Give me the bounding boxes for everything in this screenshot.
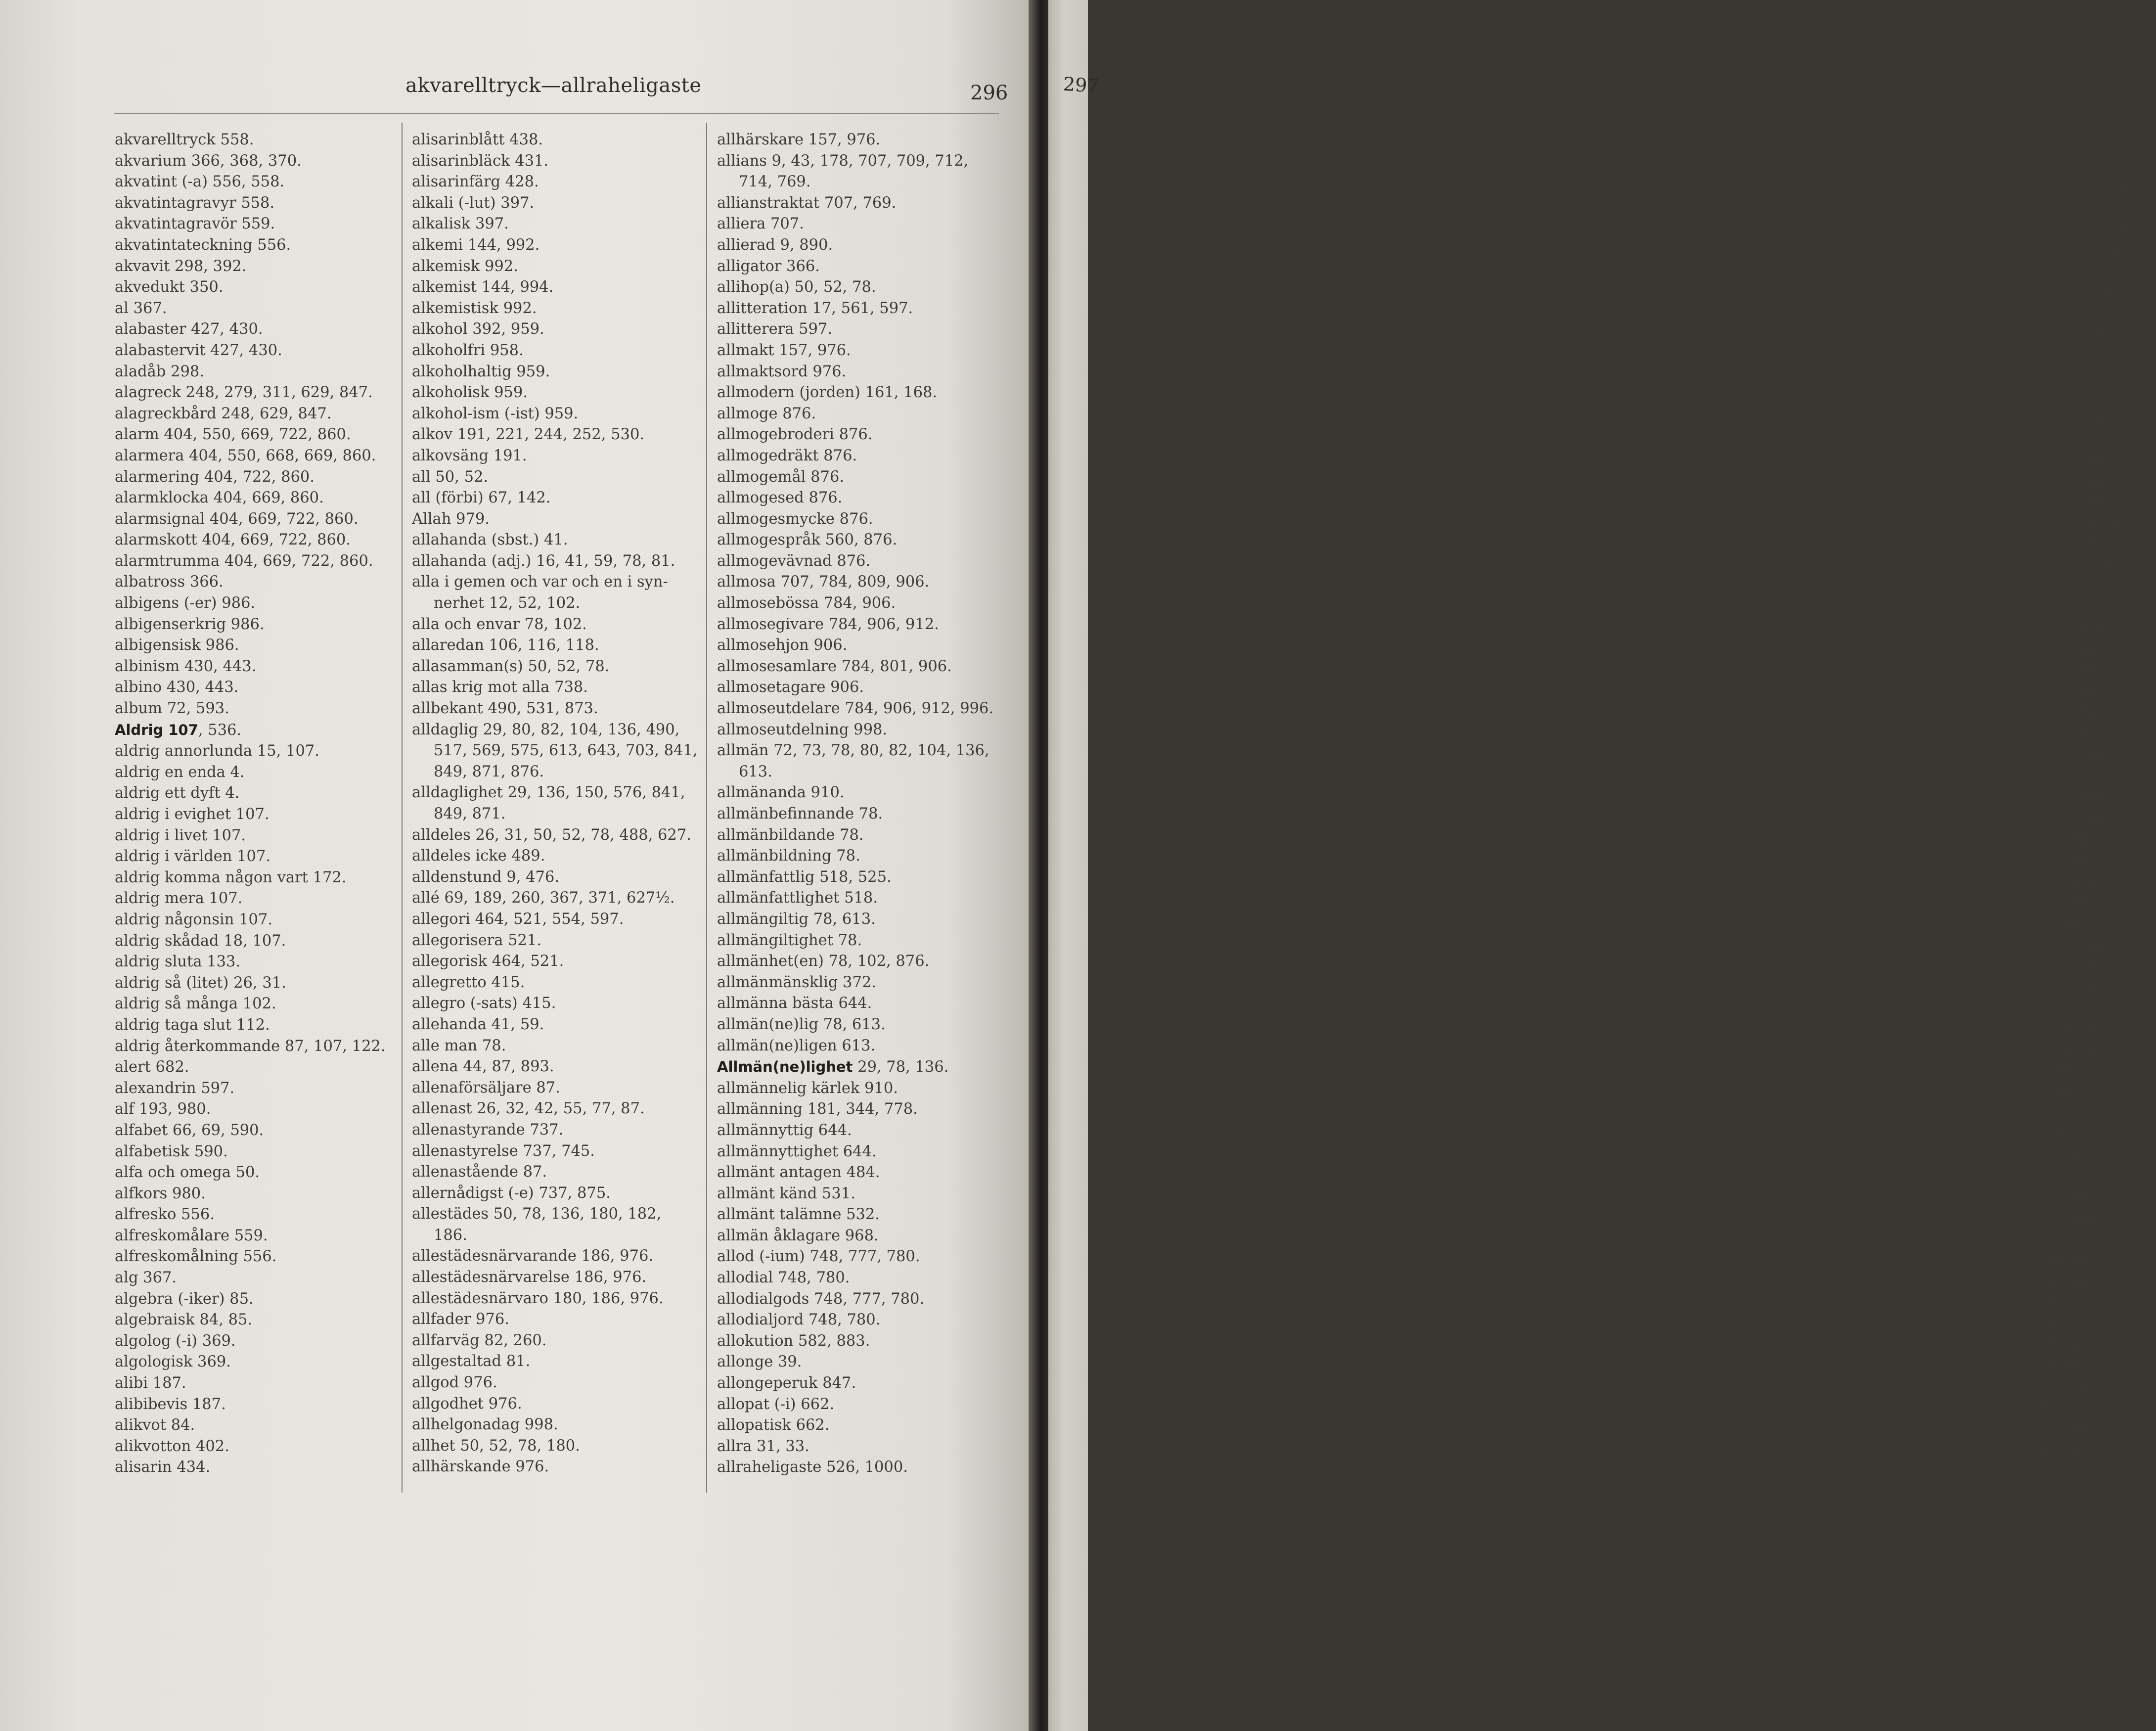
index-entry: alliera 707. (717, 215, 804, 233)
facing-page-fragment: alltet (2086, 496, 2111, 508)
index-entry: alagreckbård 248, 629, 847. (115, 405, 332, 422)
index-entry: albigenserkrig 986. (115, 615, 265, 633)
index-entry: allenaförsäljare 87. (412, 1079, 560, 1096)
index-entry: alisarinfärg 428. (412, 173, 539, 191)
index-entry: allé 69, 189, 260, 367, 371, 627½. (412, 889, 675, 907)
index-entry: allonge 39. (717, 1353, 802, 1371)
index-entry: allenastående 87. (412, 1163, 547, 1181)
index-entry: allehanda 41, 59. (412, 1015, 544, 1033)
index-entry: allmosegivare 784, 906, 912. (717, 615, 939, 633)
index-entry: allmänt känd 531. (717, 1184, 855, 1202)
index-entry: aladåb 298. (115, 363, 204, 380)
index-entry: allfarväg 82, 260. (412, 1331, 547, 1349)
index-entry: allestädesnärvarelse 186, 976. (412, 1269, 647, 1286)
index-entry: allmängiltig 78, 613. (717, 910, 876, 928)
index-entry: allegretto 415. (412, 973, 525, 991)
index-entry: allra 31, 33. (717, 1437, 809, 1455)
index-entry: alldenstund 9, 476. (412, 868, 560, 886)
facing-page-fragment: allsvä (2091, 391, 2119, 404)
index-entry: alarmering 404, 722, 860. (115, 468, 314, 486)
page-number: 296 (970, 82, 1008, 104)
index-entry: allmakt 157, 976. (717, 341, 851, 359)
index-entry (115, 720, 399, 741)
index-entry: allahanda (adj.) 16, 41, 59, 78, 81. (412, 552, 675, 570)
facing-page-fragment: alls i (2097, 285, 2120, 298)
index-entry: allestädesnärvaro 180, 186, 976. (412, 1289, 664, 1307)
index-entry: alkovsäng 191. (412, 447, 527, 464)
facing-page-fragment: alltid d (2076, 685, 2110, 698)
index-entry: alarmklocka 404, 669, 860. (115, 489, 324, 507)
index-entry: allmänbefinnande 78. (717, 805, 883, 822)
index-entry: alfabetisk 590. (115, 1142, 228, 1160)
index-entry: alkoholisk 959. (412, 384, 528, 402)
facing-page-fragment: allt bä (2090, 411, 2121, 425)
index-entry: allhelgonadag 998. (412, 1416, 558, 1434)
index-entry: albino 430, 443. (115, 679, 239, 696)
facing-page-fragment: allt mir (2066, 874, 2102, 888)
index-entry: aldrig ett dyft 4. (115, 784, 240, 802)
index-entry: alisarinbläck 431. (412, 152, 549, 170)
index-entry: alle man 78. (412, 1037, 506, 1054)
index-entry: allokution 582, 883. (717, 1332, 870, 1350)
facing-page-edge (1048, 0, 2129, 1731)
index-entry: albigensisk 986. (115, 637, 239, 654)
index-entry: allmogedräkt 876. (717, 447, 857, 464)
facing-page-fragment: alltsamm (2062, 958, 2106, 972)
index-entry: allenastyrande 737. (412, 1121, 564, 1139)
index-entry: alikvotton 402. (115, 1437, 229, 1455)
index-entry: allmosebössa 784, 906. (717, 594, 896, 612)
index-entry: alert 682. (115, 1058, 189, 1076)
index-entry: allegorisk 464, 521. (412, 953, 564, 970)
index-entry: algolog (-i) 369. (115, 1332, 236, 1350)
index-entry: alldaglig 29, 80, 82, 104, 136, 490, (412, 721, 680, 738)
index-entry: alarmera 404, 550, 668, 669, 860. (115, 447, 376, 464)
index-entry: algologisk 369. (115, 1353, 231, 1371)
facing-page-fragment: alltmer (2067, 854, 2103, 866)
index-entry: allmosa 707, 784, 809, 906. (717, 573, 930, 591)
index-entry: aldrig i världen 107. (115, 848, 271, 866)
facing-page-fragment: 821. (2038, 1401, 2060, 1413)
index-entry-pages: 29, 78, 136. (853, 1058, 949, 1076)
index-entry: aldrig skådad 18, 107. (115, 932, 286, 950)
index-entry: allegori 464, 521, 554, 597. (412, 910, 624, 928)
facing-page-fragment: alltså 8, (2056, 1064, 2095, 1077)
facing-page-fragment: alls i (2101, 201, 2125, 214)
index-entry: allmän 72, 73, 78, 80, 82, 104, 136, (717, 742, 989, 760)
index-entry: alkoholfri 958. (412, 341, 524, 359)
index-entry: alexandrin 597. (115, 1079, 235, 1097)
index-entry: akvedukt 350. (115, 278, 224, 296)
index-headword-bold: Aldrig 107 (115, 721, 198, 738)
index-entry: allmosetagare 906. (717, 679, 864, 696)
index-entry: akvavit 298, 392. (115, 257, 247, 275)
index-entry: alkemistisk 992. (412, 299, 537, 317)
facing-page-fragment: allt för (2083, 538, 2116, 551)
index-entry: albatross 366. (115, 573, 224, 591)
index-entry: allodialgods 748, 777, 780. (717, 1290, 925, 1308)
index-entry: aldrig någonsin 107. (115, 911, 273, 928)
index-entry: 849, 871. (434, 805, 506, 822)
facing-page-fragment: allteft (2089, 433, 2118, 446)
index-entry: allopatisk 662. (717, 1416, 830, 1434)
facing-page-fragment: allvarsaml (2037, 1421, 2088, 1435)
book-spine (1029, 0, 1048, 1731)
index-entry: aldrig komma någon vart 172. (115, 868, 347, 886)
column-divider (706, 123, 707, 1493)
facing-page-fragment: allt sam (2059, 1001, 2098, 1014)
index-entry: 613. (739, 763, 772, 780)
index-entry: akvatintagravyr 558. (115, 194, 275, 212)
index-entry: alarm 404, 550, 669, 722, 860. (115, 426, 351, 444)
index-entry: allmosehjon 906. (717, 637, 848, 654)
index-entry: akvatintagravör 559. (115, 215, 275, 233)
index-column-3 (717, 130, 1016, 1478)
index-entry: 517, 569, 575, 613, 643, 703, 841, (434, 742, 698, 760)
facing-page-fragment: allt ef (2088, 454, 2116, 466)
index-entry: aldrig sluta 133. (115, 953, 241, 971)
index-entry: allegro (-sats) 415. (412, 995, 556, 1012)
index-entry: allmänfattlighet 518. (717, 889, 878, 907)
index-entry: allmänna bästa 644. (717, 995, 872, 1012)
facing-page-fragment: alltsedan (2058, 1022, 2103, 1036)
index-entry: algebra (-iker) 85. (115, 1290, 254, 1308)
index-entry: allmännyttighet 644. (717, 1142, 877, 1160)
facing-page-fragment: allsid (2100, 223, 2126, 235)
facing-page-fragment: allvarligen (2041, 1359, 2092, 1372)
index-headword-bold: Allmän(ne)lighet (717, 1058, 853, 1076)
index-entry: allraheligaste 526, 1000. (717, 1458, 908, 1476)
index-entry: allgod 976. (412, 1374, 497, 1392)
index-entry: allfader 976. (412, 1311, 509, 1328)
index-entry: allhärskande 976. (412, 1458, 549, 1476)
index-entry: allmogesed 876. (717, 489, 843, 507)
index-entry: allmogesmycke 876. (717, 510, 873, 528)
facing-page-fragment: allusionsv (2048, 1211, 2097, 1225)
index-entry: allmänmänsklig 372. (717, 973, 876, 991)
index-entry: alabastervit 427, 430. (115, 341, 282, 359)
index-entry: alarmsignal 404, 669, 722, 860. (115, 510, 359, 528)
index-entry: nerhet 12, 52, 102. (434, 594, 581, 612)
index-entry: allmoseutdelning 998. (717, 721, 888, 738)
index-entry: alkohol 392, 959. (412, 320, 544, 338)
index-entry: allierad 9, 890. (717, 236, 833, 254)
index-entry: alarmskott 404, 669, 722, 860. (115, 531, 351, 549)
facing-page-fragment: allsvå (2092, 369, 2121, 382)
facing-page-fragment: allvar 1, (2044, 1295, 2084, 1309)
index-entry: aldrig en enda 4. (115, 763, 245, 781)
facing-page-fragment: allt ha (2080, 601, 2111, 614)
facing-page-fragment: allvarsam (2039, 1379, 2087, 1393)
facing-page-fragment: allse (2104, 159, 2126, 172)
index-entry: aldrig i livet 107. (115, 826, 246, 844)
index-entry: allena 44, 87, 893. (412, 1058, 554, 1076)
facing-page-fragment: allt väl (2052, 1148, 2085, 1161)
index-entry: allmänhet(en) 78, 102, 876. (717, 953, 930, 970)
index-entry: aldrig mera 107. (115, 890, 243, 908)
index-entry: allmänning 181, 344, 778. (717, 1100, 918, 1118)
index-entry: allmogebroderi 876. (717, 426, 873, 444)
facing-page-fragment: alls i (2098, 265, 2121, 277)
index-entry: al 367. (115, 299, 167, 317)
facing-page-fragment: allvarsam (2036, 1443, 2083, 1457)
index-entry: alldeles icke 489. (412, 847, 545, 865)
facing-page-fragment: allt vad (2054, 1106, 2090, 1119)
index-entry: alg 367. (115, 1269, 177, 1287)
index-entry: akvatintateckning 556. (115, 236, 291, 254)
facing-page-fragment: alluvialpe (2045, 1274, 2092, 1288)
index-entry: alfa och omega 50. (115, 1164, 260, 1182)
facing-page-fragments (2036, 134, 2156, 1461)
index-entry: allihop(a) 50, 52, 78. (717, 278, 876, 296)
index-entry: alibi 187. (115, 1374, 186, 1392)
index-entry: alibibevis 187. (115, 1395, 226, 1413)
facing-page-fragment: alluvialbi (2046, 1253, 2091, 1267)
index-entry: algebraisk 84, 85. (115, 1311, 253, 1329)
facing-page-fragment: allomfa (2064, 916, 2100, 930)
index-entry: allmän(ne)lig 78, 613. (717, 1015, 886, 1033)
facing-page-fragment: allvarlig 3 (2042, 1337, 2091, 1351)
facing-page-fragment: alltintill (2069, 812, 2108, 825)
index-entry: allas krig mot alla 738. (412, 679, 588, 696)
index-entry: allenastyrelse 737, 745. (412, 1142, 595, 1160)
facing-page-fragment: alltnog (2065, 896, 2099, 909)
facing-page-fragment: allsbi (2102, 181, 2129, 193)
index-entry: all 50, 52. (412, 468, 489, 486)
index-entry: alkalisk 397. (412, 215, 509, 233)
facing-page-fragment: alltid l (2077, 664, 2109, 677)
index-entry: alagreck 248, 279, 311, 629, 847. (115, 384, 373, 402)
index-entry: aldrig i evighet 107. (115, 806, 270, 823)
index-entry: alikvot 84. (115, 1416, 195, 1434)
facing-page-fragment: allt vad (2053, 1127, 2089, 1140)
index-entry: 714, 769. (739, 173, 811, 191)
index-entry: alkali (-lut) 397. (412, 194, 535, 212)
index-entry-pages: , 536. (198, 721, 242, 739)
book-page (0, 0, 1029, 1731)
index-entry: allmännyttig 644. (717, 1121, 852, 1139)
index-entry: allernådigst (-e) 737, 875. (412, 1184, 611, 1202)
index-entry: allmänbildning 78. (717, 847, 860, 865)
index-entry: allod (-ium) 748, 777, 780. (717, 1248, 920, 1266)
index-entry: alla i gemen och var och en i syn- (412, 573, 668, 591)
index-entry: allgodhet 976. (412, 1395, 522, 1412)
index-entry: aldrig så många 102. (115, 995, 276, 1013)
facing-page-fragment: alltigen (2072, 748, 2110, 762)
facing-page-fragment: allvar (oc (2043, 1316, 2088, 1330)
index-entry: alisarinblått 438. (412, 131, 543, 148)
index-entry: allmaktsord 976. (717, 363, 847, 380)
index-entry: alfreskomålning 556. (115, 1248, 277, 1266)
index-entry: allhärskare 157, 976. (717, 131, 881, 148)
facing-page-fragment: allt i a (2078, 643, 2109, 656)
index-entry: alkov 191, 221, 244, 252, 530. (412, 426, 645, 444)
index-entry: allmoseutdelare 784, 906, 912, 996. (717, 700, 994, 718)
index-entry: alisarin 434. (115, 1458, 211, 1476)
index-entry: allmänfattlig 518, 525. (717, 868, 892, 886)
index-entry: alkohol-ism (-ist) 959. (412, 405, 579, 422)
index-entry: allmoge 876. (717, 405, 816, 422)
facing-page-fragment: alludera (2051, 1169, 2091, 1183)
index-entry: alligator 366. (717, 257, 820, 275)
index-entry: alfabet 66, 69, 590. (115, 1121, 264, 1139)
index-entry: allmodern (jorden) 161, 168. (717, 384, 938, 402)
facing-page-number: 297 (1062, 73, 1100, 97)
index-entry: alabaster 427, 430. (115, 320, 263, 338)
index-entry: allopat (-i) 662. (717, 1395, 835, 1413)
index-entry: albigens (-er) 986. (115, 594, 256, 612)
facing-page-fragment: allt slag (2057, 1043, 2096, 1056)
facing-page-fragment: alltem (2087, 475, 2118, 488)
index-entry: aldrig annorlunda 15, 107. (115, 742, 319, 760)
index-entry: allmogemål 876. (717, 468, 845, 486)
facing-page-fragment: allt ho (2079, 622, 2110, 635)
facing-page-fragment: alltifrå (2073, 727, 2107, 740)
index-entry: allestädesnärvarande 186, 976. (412, 1247, 654, 1265)
facing-page-fragment: allt frä (2082, 559, 2115, 572)
index-entry: allodialjord 748, 780. (717, 1311, 881, 1329)
index-entry: alkemi 144, 992. (412, 236, 540, 254)
header-rule (114, 113, 999, 114)
index-entry: Allah 979. (412, 510, 490, 528)
index-entry: allmän(ne)ligen 613. (717, 1037, 876, 1054)
facing-page-fragment: allting (2070, 790, 2102, 803)
index-entry: allmogespråk 560, 876. (717, 531, 898, 549)
index-entry: allgestaltad 81. (412, 1353, 531, 1370)
index-entry: akvarelltryck 558. (115, 131, 254, 148)
facing-page-fragment: alltsam (2061, 980, 2096, 993)
index-entry: alkemist 144, 994. (412, 278, 554, 296)
index-entry: allmänt antagen 484. (717, 1164, 880, 1182)
index-entry (717, 1056, 1016, 1078)
index-column-2 (412, 130, 696, 1478)
index-entry: alldaglighet 29, 136, 150, 576, 841, (412, 784, 685, 802)
index-entry: allongeperuk 847. (717, 1374, 856, 1392)
index-entry: allmänt talämne 532. (717, 1206, 880, 1224)
index-entry: album 72, 593. (115, 700, 229, 718)
index-entry: allodial 748, 780. (717, 1269, 850, 1287)
index-entry: allenast 26, 32, 42, 55, 77, 87. (412, 1100, 645, 1118)
index-entry: aldrig så (litet) 26, 31. (115, 974, 286, 992)
index-entry: allmännelig kärlek 910. (717, 1079, 898, 1097)
facing-page-fragment: alltredar (2063, 938, 2105, 951)
index-entry: aldrig taga slut 112. (115, 1016, 270, 1034)
index-entry: akvarium 366, 368, 370. (115, 152, 302, 170)
facing-page-fragment: allrä (2105, 138, 2127, 151)
index-entry: alfkors 980. (115, 1184, 206, 1202)
index-entry: allmängiltighet 78. (717, 931, 862, 949)
index-entry: allaredan 106, 116, 118. (412, 637, 599, 654)
index-entry: allmänanda 910. (717, 784, 845, 802)
facing-page-fragment: allt vad (2055, 1085, 2091, 1098)
index-entry: alarmtrumma 404, 669, 722, 860. (115, 552, 373, 570)
running-head: akvarelltryck—allraheligaste (405, 74, 702, 97)
index-entry: albinism 430, 443. (115, 657, 257, 675)
facing-page-fragment: allsmi (2095, 327, 2124, 340)
facing-page-fragment: allusion (2049, 1190, 2088, 1203)
facing-page-fragment: alluvial 3 (2047, 1232, 2092, 1246)
index-entry: alla och envar 78, 102. (412, 615, 587, 633)
index-entry: allasamman(s) 50, 52, 78. (412, 657, 610, 675)
index-entry: allmän åklagare 968. (717, 1227, 879, 1244)
index-entry: alfresko 556. (115, 1206, 215, 1224)
index-entry: allitteration 17, 561, 597. (717, 299, 913, 317)
index-entry: allestädes 50, 78, 136, 180, 182, (412, 1205, 662, 1223)
index-entry: allmogevävnad 876. (717, 552, 871, 570)
index-entry: allianstraktat 707, 769. (717, 194, 897, 212)
index-entry: allhet 50, 52, 78, 180. (412, 1437, 580, 1455)
index-entry: allmosesamlare 784, 801, 906. (717, 657, 952, 675)
facing-page-fragment: alltfort (2085, 517, 2118, 530)
index-entry: 849, 871, 876. (434, 763, 544, 780)
index-entry: all (förbi) 67, 142. (412, 489, 551, 507)
index-entry: allahanda (sbst.) 41. (412, 531, 568, 549)
index-entry: alldeles 26, 31, 50, 52, 78, 488, 627. (412, 826, 691, 844)
facing-page-fragment: alltför (2081, 580, 2111, 593)
index-entry: allians 9, 43, 178, 707, 709, 712, (717, 152, 969, 170)
index-entry: allegorisera 521. (412, 931, 542, 949)
index-entry: allitterera 597. (717, 320, 833, 338)
facing-page-fragment: allskö (2096, 307, 2124, 319)
index-entry: aldrig återkommande 87, 107, 122. (115, 1037, 386, 1055)
index-entry: akvatint (-a) 556, 558. (115, 173, 285, 191)
facing-page-fragment: allsid (2099, 243, 2125, 256)
facing-page-fragment: alltid n (2075, 706, 2109, 719)
index-entry: alfreskomålare 559. (115, 1227, 268, 1244)
index-column-1 (115, 130, 399, 1478)
index-entry: allbekant 490, 531, 873. (412, 700, 598, 718)
index-entry: 186. (434, 1226, 467, 1244)
facing-page-fragment: allthop (2071, 770, 2106, 782)
index-entry: alf 193, 980. (115, 1100, 211, 1118)
column-divider (402, 123, 403, 1493)
index-entry: alkoholhaltig 959. (412, 363, 550, 380)
facing-page-fragment: alls o (2094, 349, 2119, 361)
index-entry: allmänbildande 78. (717, 826, 864, 844)
facing-page-fragment: alltjämt (2068, 832, 2106, 846)
index-entry: alkemisk 992. (412, 257, 518, 275)
